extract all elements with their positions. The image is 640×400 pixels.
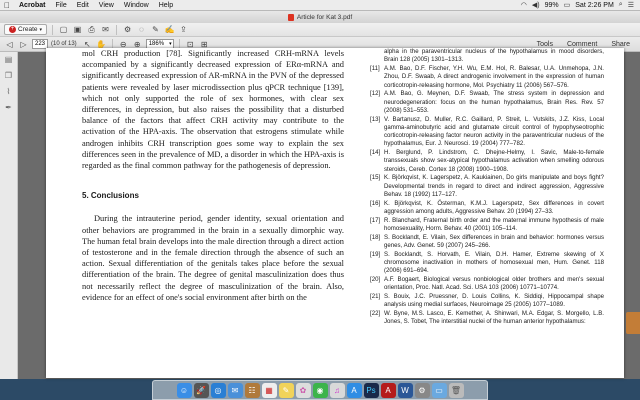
status-tray bbox=[521, 1, 640, 9]
reference-text: R. Blanchard, Fraternal birth order and the maternal immune hypothesis of male homosexuality, Horm. Behav. 40 (2001) 105–114. bbox=[384, 216, 604, 232]
menu-view[interactable]: View bbox=[98, 1, 114, 9]
create-button[interactable] bbox=[4, 24, 47, 35]
finder-icon[interactable]: ☺ bbox=[177, 383, 192, 398]
zoom-in-icon[interactable]: ⊕ bbox=[133, 39, 141, 49]
launchpad-icon[interactable]: 🚀 bbox=[194, 383, 209, 398]
reference-number: [12] bbox=[370, 90, 381, 98]
reference-number: [21] bbox=[370, 292, 381, 300]
select-arrow-icon[interactable]: ↖ bbox=[83, 39, 91, 49]
page-number-input[interactable]: 223 bbox=[32, 39, 48, 49]
reference-text: A.F. Bogaert, Biological versus nonbiological older brothers and men's sexual orientation, Proc. Natl. Acad. Sci. USA 103 (2006) 10771–10774. bbox=[384, 275, 604, 292]
acrobat-window bbox=[0, 11, 640, 379]
reference-number: [15] bbox=[370, 174, 381, 182]
navigation-pane bbox=[0, 52, 18, 379]
fit-page-icon[interactable]: ⊡ bbox=[186, 39, 194, 49]
reference-text: K. Björkqvist, K. Österman, K.M.J. Lagerspetz, Sex differences in covert aggression among adults, Aggressive Behav. 20 (1994) 27–33. bbox=[384, 199, 604, 215]
prev-page-icon[interactable]: ◁ bbox=[6, 39, 13, 49]
print-icon[interactable]: ⎙ bbox=[88, 25, 95, 34]
acrobat-icon[interactable]: A bbox=[381, 383, 396, 398]
folder-icon[interactable]: ▭ bbox=[432, 383, 447, 398]
sign-icon[interactable]: ✍ bbox=[164, 25, 175, 34]
reference-item bbox=[370, 200, 604, 217]
photos-icon[interactable]: ✿ bbox=[296, 383, 311, 398]
menu-bar bbox=[0, 0, 640, 11]
reference-text: S. Bouix, J.C. Pruessner, D. Louis Collins, K. Siddiqi, Hippocampal shape analysis using medial surfaces, Neuroimage 25 (2005) 1077–1089. bbox=[384, 292, 604, 309]
reference-text: S. Bocklandt, E. Vilain, Sex differences in brain and behavior: hormones versus genes, Adv. Genet. 59 (2007) 245–266. bbox=[384, 233, 604, 249]
comment-link[interactable]: Comment bbox=[566, 40, 598, 48]
toolbar-divider bbox=[52, 25, 53, 35]
apple-menu-icon[interactable] bbox=[0, 1, 14, 10]
itunes-icon[interactable]: ♫ bbox=[330, 383, 345, 398]
reference-item bbox=[370, 65, 604, 90]
reference-number: [14] bbox=[370, 149, 381, 157]
main-area bbox=[0, 48, 640, 379]
section-heading: 5. Conclusions bbox=[82, 191, 139, 201]
settings-gear-icon[interactable]: ⚙ bbox=[123, 25, 132, 34]
reference-text: A.M. Bao, D.F. Fischer, Y.H. Wu, E.M. Hol, R. Balesar, U.A. Unmehopa, J.N. Zhou, D.F. Swaab, A direct androgenic involvement in the expression of human corticotropin-releasing hormone, Mol. Psychiatry 11 (2006) 567–576. bbox=[384, 64, 604, 89]
create-label: Create bbox=[18, 26, 38, 33]
menu-window[interactable]: Window bbox=[123, 1, 149, 9]
wifi-icon[interactable]: ◠ bbox=[520, 2, 527, 9]
fit-width-icon[interactable]: ⊞ bbox=[200, 39, 208, 49]
reference-number: [22] bbox=[370, 309, 381, 317]
menu-help[interactable]: Help bbox=[158, 1, 174, 9]
reference-number: [20] bbox=[370, 275, 381, 283]
email-icon[interactable]: ✉ bbox=[102, 25, 109, 34]
window-title: Article for Kat 3.pdf bbox=[296, 13, 353, 21]
hand-tool-icon[interactable]: ✋ bbox=[96, 39, 107, 49]
reference-item bbox=[370, 116, 604, 149]
word-icon[interactable]: W bbox=[398, 383, 413, 398]
reference-item bbox=[370, 90, 604, 115]
next-page-icon[interactable]: ▷ bbox=[20, 39, 27, 49]
pdf-page[interactable] bbox=[46, 48, 624, 378]
zoom-out-icon[interactable]: ⊖ bbox=[119, 39, 127, 49]
share-icon[interactable]: ⇪ bbox=[180, 25, 187, 34]
reference-number: [19] bbox=[370, 250, 381, 258]
reference-number: [17] bbox=[370, 216, 381, 224]
tools-link[interactable]: Tools bbox=[536, 40, 553, 48]
create-plus-icon: + bbox=[10, 26, 15, 32]
contacts-icon[interactable]: ☷ bbox=[245, 383, 260, 398]
chevron-down-icon: ▾ bbox=[39, 26, 43, 33]
reference-item bbox=[370, 234, 604, 251]
highlight-pen-icon[interactable]: ✎ bbox=[152, 25, 159, 34]
spotlight-icon[interactable]: ⌕ bbox=[618, 1, 623, 8]
messages-icon[interactable]: ◉ bbox=[313, 383, 328, 398]
comment-bubble-icon[interactable]: ◌ bbox=[139, 25, 144, 34]
dock bbox=[152, 380, 488, 400]
page-count-label: (10 of 13) bbox=[51, 41, 77, 47]
save-icon[interactable]: ▣ bbox=[73, 25, 82, 34]
reference-text: A.M. Bao, G. Meynen, D.F. Swaab, The stress system in depression and neurodegeneration: focus on the human hypothalamus, Brain Res. Rev. 57 (2008) 531–553. bbox=[384, 90, 604, 114]
system-preferences-icon[interactable]: ⚙ bbox=[415, 383, 430, 398]
reference-item bbox=[370, 174, 604, 199]
trash-icon[interactable]: 🗑 bbox=[449, 383, 464, 398]
pdf-file-icon bbox=[288, 14, 294, 21]
mail-icon[interactable]: ✉ bbox=[228, 383, 243, 398]
reference-item bbox=[370, 276, 604, 293]
chevron-down-icon: ▾ bbox=[169, 41, 172, 47]
battery-percent[interactable]: 99% bbox=[544, 1, 559, 9]
attachments-icon[interactable]: ⌇ bbox=[6, 87, 11, 96]
zoom-value: 186% bbox=[148, 41, 165, 47]
reference-item bbox=[370, 310, 604, 327]
bookmarks-icon[interactable]: ❐ bbox=[4, 71, 13, 80]
reference-number: [13] bbox=[370, 115, 381, 123]
reference-number: [18] bbox=[370, 233, 381, 241]
reference-text: S. Bocklandt, S. Horvath, E. Vilain, D.H. Hamer, Extreme skewing of X chromosome inactivation in mothers of homosexual men, Hum. Genet. 118 (2006) 691–694. bbox=[384, 250, 604, 275]
reference-number: [16] bbox=[370, 199, 381, 207]
reference-item bbox=[370, 217, 604, 234]
document-viewport[interactable] bbox=[18, 48, 640, 379]
toolbar-divider bbox=[116, 25, 117, 35]
reference-text: alpha in the paraventricular nucleus of the hypothalamus in mood disorders, Brain 128 (2005) 1301–1313. bbox=[384, 48, 604, 64]
left-column bbox=[82, 48, 344, 378]
photoshop-icon[interactable]: Ps bbox=[364, 383, 379, 398]
app-store-icon[interactable]: A bbox=[347, 383, 362, 398]
menu-edit[interactable]: Edit bbox=[76, 1, 89, 9]
signature-icon[interactable]: ✒ bbox=[5, 103, 12, 112]
reference-text: V. Bartanusz, D. Muller, R.C. Gaillard, P. Streit, L. Vutskits, J.Z. Kiss, Local gamma-aminobutyric acid and glutamate circuit control of hypophyseotrophic corticotropin-releasing factor neuron activity in the paraventricular nucleus of the hypothalamus, Eur. J. Neurosci. 19 (2004) 777–782. bbox=[384, 115, 604, 148]
reference-text: K. Björkqvist, K. Lagerspetz, A. Kaukiainen, Do girls manipulate and boys fight? Developmental trends in regard to direct and indirect aggression, Aggressive Behav. 18 (1992) 117–127. bbox=[384, 174, 604, 198]
battery-icon[interactable]: ▭ bbox=[563, 2, 571, 9]
reference-text: W. Byne, M.S. Lasco, E. Kemether, A. Shinwari, M.A. Edgar, S. Morgello, L.B. Jones, S. Tobet, The interstitial nuclei of the human anterior hypothalamus: bbox=[384, 309, 604, 326]
references-column bbox=[370, 48, 604, 378]
calendar-icon[interactable]: ▦ bbox=[262, 383, 277, 398]
reference-item bbox=[370, 293, 604, 310]
open-folder-icon[interactable]: ▢ bbox=[59, 25, 68, 34]
volume-icon[interactable]: ◀) bbox=[531, 2, 540, 9]
page-thumbnails-icon[interactable]: ▤ bbox=[4, 55, 13, 64]
share-link[interactable]: Share bbox=[611, 40, 630, 48]
reference-text: H. Berglund, P. Lindstrom, C. Dhejne-Helmy, I. Savic, Male-to-female transsexuals show sex-atypical hypothalamus activation when smelling odorous steroids, Cereb. Cortex 18 (2008) 1900–1908. bbox=[384, 149, 604, 173]
reference-item bbox=[370, 251, 604, 276]
panel-links bbox=[537, 41, 636, 48]
menu-file[interactable]: File bbox=[55, 1, 67, 9]
reference-item bbox=[370, 149, 604, 174]
clock[interactable]: Sat 2:26 PM bbox=[575, 1, 614, 9]
body-paragraph: mol CRH production [78]. Significantly increased CRH-mRNA levels accompanied by a significantly decreased expression of ERα-mRNA and significantly decreased expression of AR-mRNA in the PVN of the depressed patients were revealed by laser microdissection plus qPCR technique [139], which not only supported the role of sex hormones, with clear sex differences, in depression, but also raises the possibility that a disturbed balance of the factors that affect CRH activity may contribute to the activation of the HPA-axis. The observation that estrogens stimulate while androgen inhibits CRH transcription goes some way to explain the sex differences seen in the prevalence of MD, a disorder in which the HPA-axis is regarded as the final common pathway for the pathogenesis of depression. bbox=[82, 49, 344, 171]
reference-number: [11] bbox=[370, 64, 380, 72]
menu-app[interactable]: Acrobat bbox=[19, 1, 46, 9]
notification-center-icon[interactable]: ☰ bbox=[627, 2, 634, 9]
side-panel-toggle[interactable] bbox=[626, 312, 640, 334]
reference-item bbox=[370, 48, 604, 65]
safari-icon[interactable]: ◎ bbox=[211, 383, 226, 398]
main-toolbar bbox=[0, 23, 640, 37]
notes-icon[interactable]: ✎ bbox=[279, 383, 294, 398]
title-bar bbox=[0, 11, 640, 23]
body-paragraph: During the intrauterine period, gender identity, sexual orientation and other behaviors are programmed in the brain in a sexually dimorphic way. The human fetal brain develops into the male direction through a direct action of testosterone and in the female direction through the absence of such an action. Sexual differentiation of the genitals takes place before the sexual differentiation of the brain. The degree of genital masculinization does thus not necessarily reflect the degree of masculinization of the brain. Also, evidence for an effect of one's social environment after birth on the bbox=[82, 214, 344, 302]
